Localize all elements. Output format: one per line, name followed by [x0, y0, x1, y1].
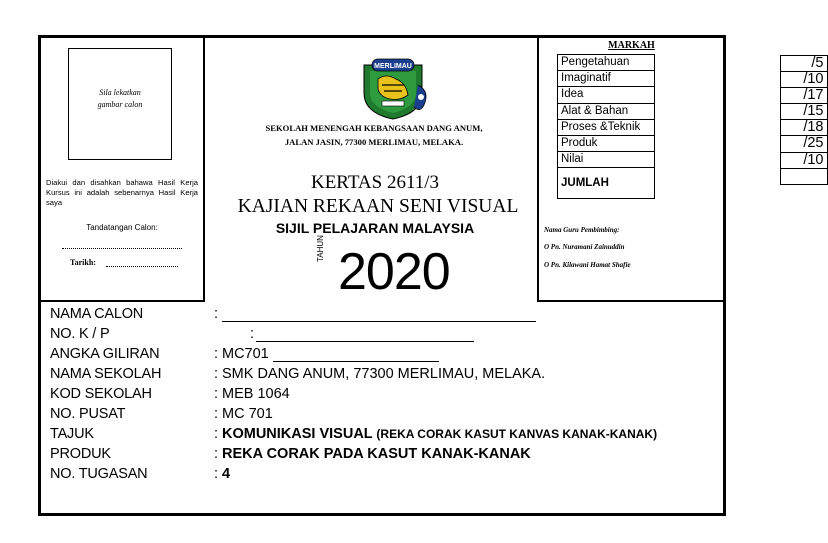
angka-giliran-value: MC701	[222, 346, 269, 362]
exam-year: 2020	[338, 243, 450, 301]
marks-row	[558, 55, 656, 71]
signature-line	[62, 246, 182, 249]
subject-title: KAJIAN REKAAN SENI VISUAL	[237, 196, 519, 217]
school-logo	[356, 55, 430, 121]
year-label: TAHUN	[316, 235, 325, 262]
marks-total-label: JUMLAH	[558, 168, 655, 199]
no-pusat-value: MC 701	[222, 406, 273, 422]
colon: :	[214, 446, 219, 462]
tajuk-sub: (REKA CORAK KASUT KANVAS KANAK-KANAK)	[376, 427, 658, 441]
teacher-name: O Pn. Nuramani Zainuddin	[544, 243, 625, 251]
marks-item: Nilai	[558, 152, 655, 168]
marks-max: /15	[780, 103, 828, 120]
marks-item: Produk	[558, 135, 655, 151]
no-pusat-label: NO. PUSAT	[50, 406, 126, 422]
verification-text: Diakui dan disahkan bahawa Hasil Kerja Kursus ini adalah sebenarnya Hasil Kerja saya	[46, 178, 198, 207]
marks-row	[558, 152, 656, 168]
marks-max: /10	[780, 152, 828, 169]
paper-code: KERTAS 2611/3	[310, 172, 440, 193]
no-tugasan-value: 4	[222, 466, 231, 482]
marks-item: Idea	[558, 87, 655, 103]
angka-giliran-label: ANGKA GILIRAN	[50, 346, 160, 362]
marks-row	[558, 87, 656, 103]
nama-calon-field[interactable]	[222, 320, 536, 322]
marks-total-value[interactable]	[780, 168, 828, 185]
colon: :	[214, 426, 219, 442]
marks-total-row	[558, 168, 656, 199]
marks-max: /17	[780, 87, 828, 104]
colon: :	[214, 306, 219, 322]
kod-sekolah-value: MEB 1064	[222, 386, 290, 402]
kod-sekolah-label: KOD SEKOLAH	[50, 386, 152, 402]
photo-note-line-1: Sila lekatkan	[99, 88, 141, 97]
produk-label: PRODUK	[50, 446, 111, 462]
marks-title: MARKAH	[608, 40, 655, 51]
colon: :	[214, 366, 219, 382]
nama-sekolah-label: NAMA SEKOLAH	[50, 366, 162, 382]
marks-table	[557, 54, 824, 199]
marks-row	[558, 119, 656, 135]
marks-row	[558, 103, 656, 119]
colon: :	[250, 326, 255, 342]
certificate-title: SIJIL PELAJARAN MALAYSIA	[275, 220, 475, 236]
date-label: Tarikh:	[70, 258, 96, 267]
photo-placeholder	[68, 48, 172, 160]
school-name: SEKOLAH MENENGAH KEBANGSAAN DANG ANUM,	[265, 123, 483, 133]
marks-max: /10	[780, 71, 828, 88]
date-line	[106, 265, 178, 267]
colon: :	[214, 466, 219, 482]
school-address: JALAN JASIN, 77300 MERLIMAU, MELAKA.	[284, 137, 464, 147]
nama-calon-label: NAMA CALON	[50, 306, 144, 322]
marks-row	[558, 71, 656, 87]
marks-item: Alat & Bahan	[558, 103, 655, 119]
no-tugasan-label: NO. TUGASAN	[50, 466, 148, 482]
nama-sekolah-value: SMK DANG ANUM, 77300 MERLIMAU, MELAKA.	[222, 366, 546, 382]
marks-item: Imaginatif	[558, 71, 655, 87]
marks-item: Pengetahuan	[558, 55, 655, 71]
signature-label: Tandatangan Calon:	[86, 223, 158, 232]
teachers-title: Nama Guru Pembimbing:	[544, 226, 620, 234]
marks-max: /18	[780, 119, 828, 136]
marks-row	[558, 135, 656, 151]
colon: :	[214, 386, 219, 402]
angka-giliran-line	[273, 360, 439, 362]
produk-value: REKA CORAK PADA KASUT KANAK-KANAK	[222, 446, 531, 462]
marks-item: Proses &Teknik	[558, 119, 655, 135]
tajuk-label: TAJUK	[50, 426, 94, 442]
tajuk-main: KOMUNIKASI VISUAL	[222, 426, 373, 442]
colon: :	[214, 346, 219, 362]
colon: :	[214, 406, 219, 422]
marks-max: /5	[780, 55, 828, 72]
marks-max: /25	[780, 135, 828, 152]
photo-note	[69, 87, 171, 111]
no-kp-field[interactable]	[256, 340, 474, 342]
tajuk-value	[222, 426, 657, 442]
photo-note-line-2: gambar calon	[97, 100, 143, 109]
teacher-name: O Pn. Kilawani Hamat Shafie	[544, 261, 631, 269]
no-kp-label: NO. K / P	[50, 326, 110, 342]
logo-text: MERLIMAU	[374, 63, 412, 70]
